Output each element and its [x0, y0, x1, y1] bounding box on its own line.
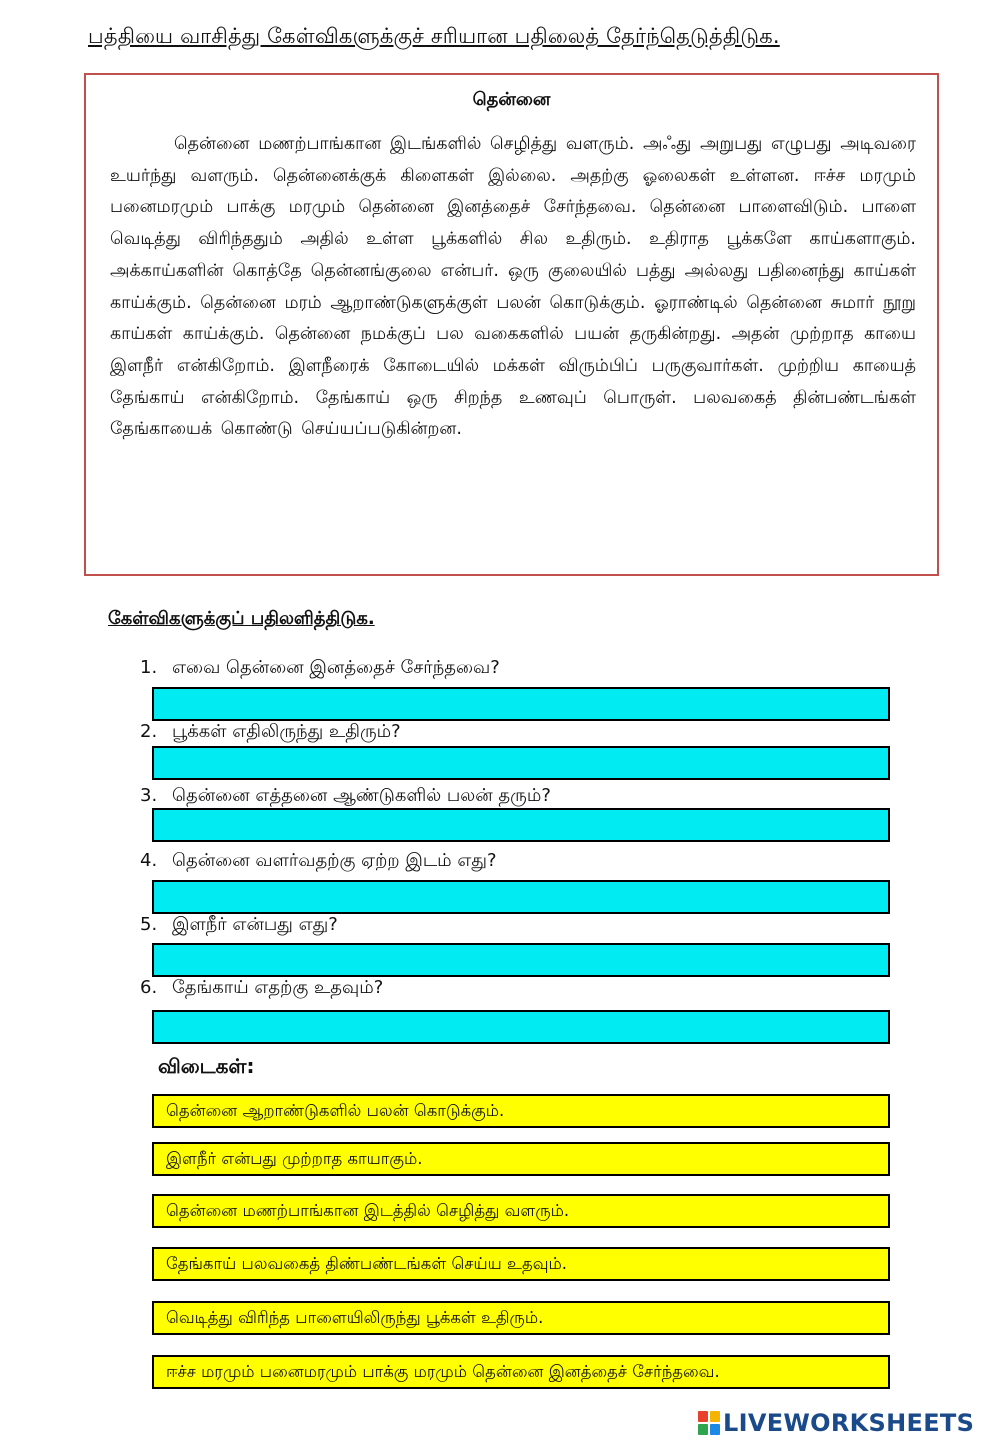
question-5	[140, 914, 338, 937]
question-text: தென்னை எத்தனை ஆண்டுகளில் பலன் தரும்?	[172, 785, 551, 806]
questions-heading: கேள்விகளுக்குப் பதிலளித்திடுக.	[108, 608, 375, 629]
passage-text: தென்னை மணற்பாங்கான இடங்களில் செழித்து வளரும். அஃது அறுபது எழுபது அடிவரை உயர்ந்து வளரும். தென்னைக்குக் கிளைகள் இல்லை. அதற்கு ஓலைகள் உள்ளன. ஈச்ச மரமும் பனைமரமும் பாக்கு மரமும் தென்னை இனத்தைச் சேர்ந்தவை. தென்னை பாளைவிடும். பாளை வெடித்து விரிந்ததும் அதில் உள்ள பூக்களில் சில உதிரும். உதிராத பூக்களே காய்களாகும். அக்காய்களின் கொத்தே தென்னங்குலை என்பர். ஒரு குலையில் பத்து அல்லது பதினைந்து காய்கள் காய்க்கும். தென்னை மரம் ஆறாண்டுகளுக்குள் பலன் கொடுக்கும். ஓராண்டில் தென்னை சுமார் நூறு காய்கள் காய்க்கும். தென்னை நமக்குப் பல வகைகளில் பயன் தருகின்றது. அதன் முற்றாத காயை இளநீர் என்கிறோம். இளநீரைக் கோடையில் மக்கள் விரும்பிப் பருகுவார்கள். முற்றிய காயைத் தேங்காய் என்கிறோம். தேங்காய் ஒரு சிறந்த உணவுப் பொருள். பலவகைத் தின்பண்டங்கள் தேங்காயைக் கொண்டு செய்யப்படுகின்றன.	[110, 134, 916, 440]
liveworksheets-brand	[698, 1408, 974, 1438]
question-4	[140, 850, 497, 873]
liveworksheets-logo-icon	[698, 1411, 720, 1435]
question-number: 3.	[140, 785, 158, 806]
question-number: 6.	[140, 977, 158, 998]
answer-option-3[interactable]: தென்னை மணற்பாங்கான இடத்தில் செழித்து வளரும்.	[152, 1194, 890, 1228]
answer-field-2[interactable]	[152, 746, 890, 780]
answer-field-4[interactable]	[152, 880, 890, 914]
answers-heading: விடைகள்:	[158, 1054, 255, 1078]
question-text: இளநீர் என்பது எது?	[172, 914, 338, 935]
question-text: தென்னை வளர்வதற்கு ஏற்ற இடம் எது?	[172, 850, 497, 871]
question-3	[140, 785, 551, 808]
question-1	[140, 657, 500, 680]
question-6	[140, 977, 383, 1000]
question-number: 1.	[140, 657, 158, 678]
question-number: 4.	[140, 850, 158, 871]
question-text: எவை தென்னை இனத்தைச் சேர்ந்தவை?	[172, 657, 500, 678]
answer-option-2[interactable]: இளநீர் என்பது முற்றாத காயாகும்.	[152, 1142, 890, 1176]
question-number: 2.	[140, 721, 158, 742]
question-2	[140, 721, 401, 744]
question-text: தேங்காய் எதற்கு உதவும்?	[172, 977, 384, 998]
answer-field-1[interactable]	[152, 687, 890, 721]
answer-option-6[interactable]: ஈச்ச மரமும் பனைமரமும் பாக்கு மரமும் தென்னை இனத்தைச் சேர்ந்தவை.	[152, 1355, 890, 1389]
passage-title: தென்னை	[472, 89, 551, 110]
question-text: பூக்கள் எதிலிருந்து உதிரும்?	[172, 721, 401, 742]
question-number: 5.	[140, 914, 158, 935]
answer-option-5[interactable]: வெடித்து விரிந்த பாளையிலிருந்து பூக்கள் உதிரும்.	[152, 1301, 890, 1335]
answer-option-4[interactable]: தேங்காய் பலவகைத் திண்பண்டங்கள் செய்ய உதவும்.	[152, 1247, 890, 1281]
answer-field-6[interactable]	[152, 1010, 890, 1044]
answer-field-5[interactable]	[152, 943, 890, 977]
brand-text: LIVEWORKSHEETS	[723, 1409, 975, 1437]
answer-field-3[interactable]	[152, 808, 890, 842]
answer-option-1[interactable]: தென்னை ஆறாண்டுகளில் பலன் கொடுக்கும்.	[152, 1094, 890, 1128]
passage-box	[84, 73, 939, 576]
instruction-text: பத்தியை வாசித்து கேள்விகளுக்குச் சரியான பதிலைத் தேர்ந்தெடுத்திடுக.	[88, 24, 780, 48]
